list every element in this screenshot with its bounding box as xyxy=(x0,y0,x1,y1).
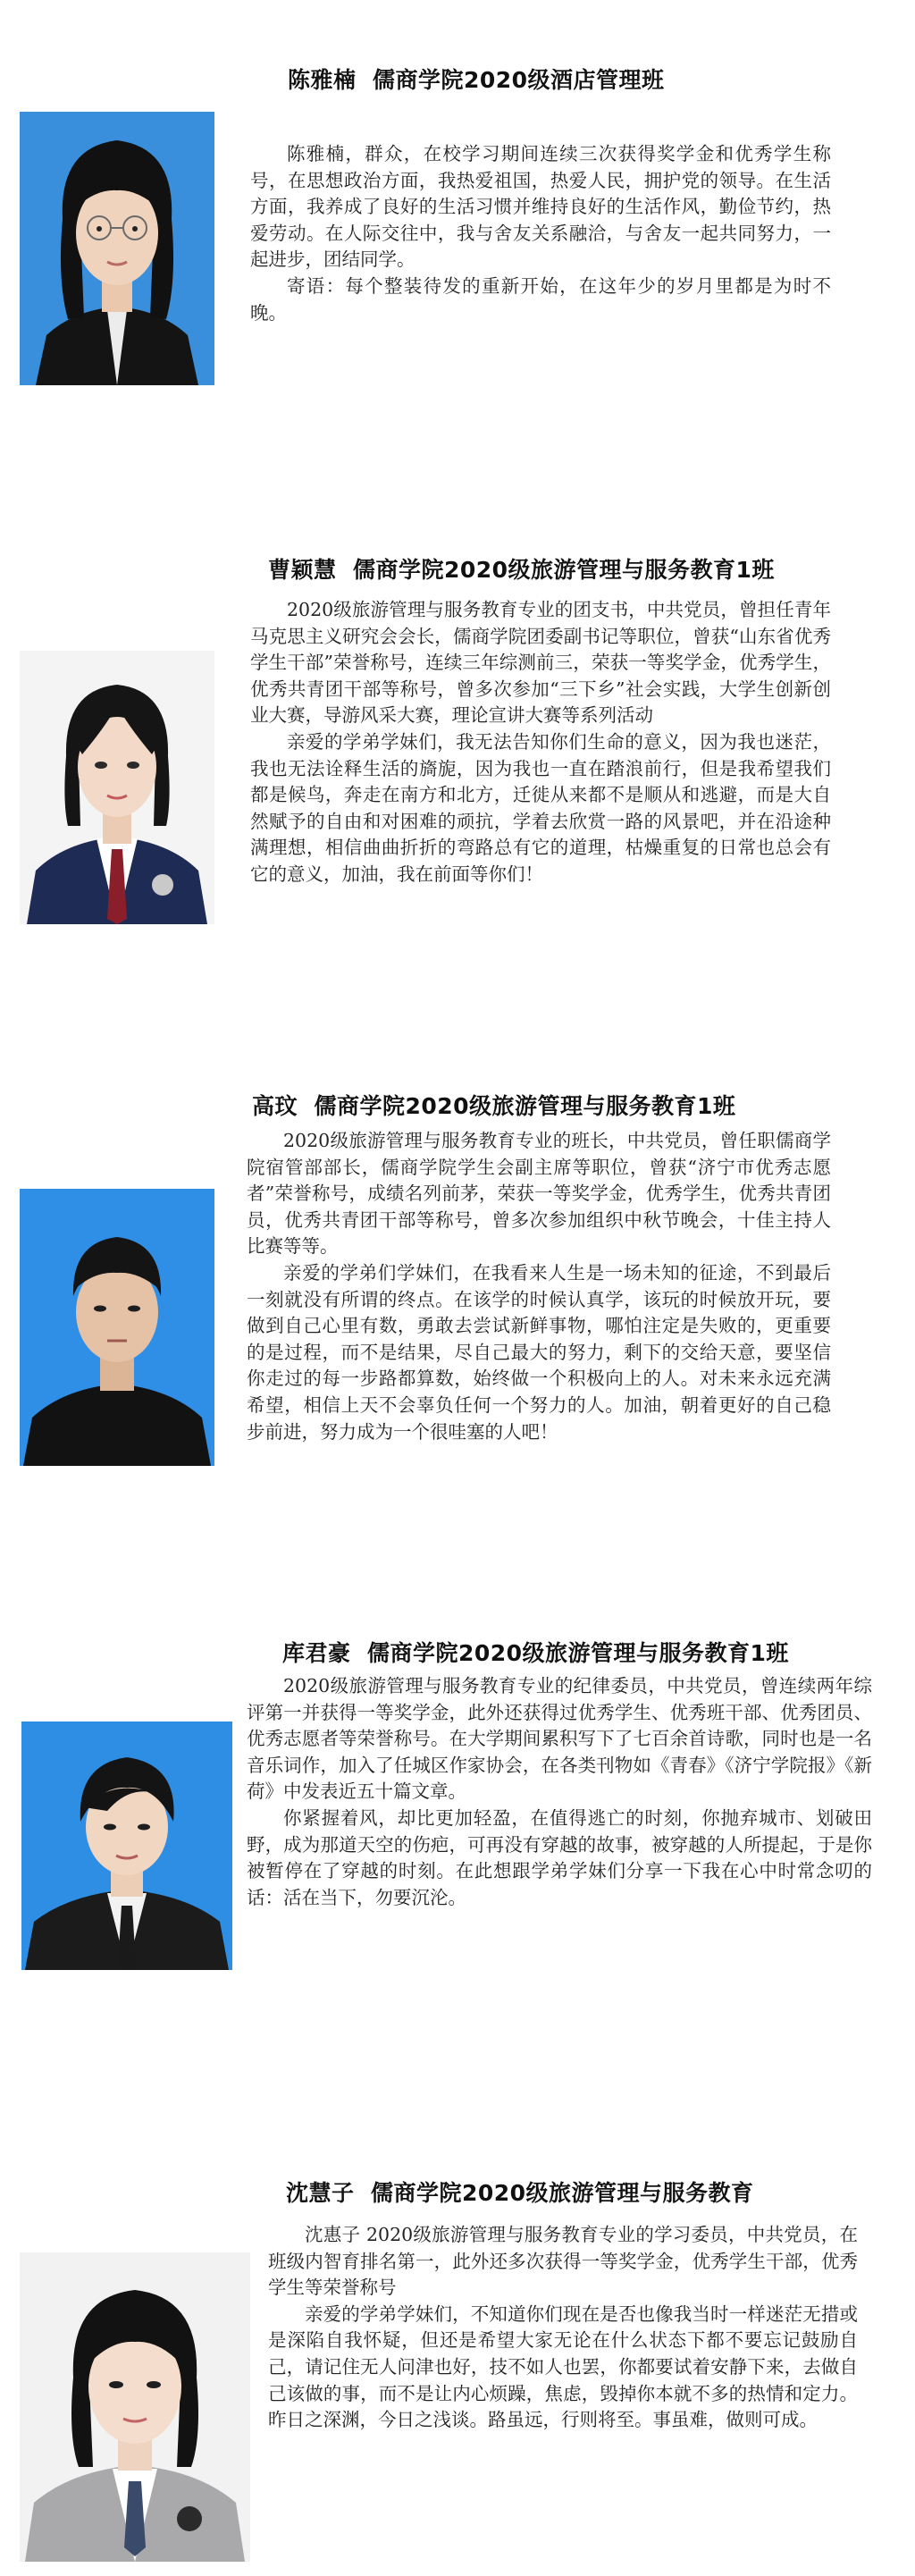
profile-photo xyxy=(20,2252,250,2562)
profile-name: 高玟 xyxy=(252,1093,298,1119)
profile-class: 儒商学院2020级旅游管理与服务教育1班 xyxy=(366,1640,789,1666)
profile-heading xyxy=(286,2176,754,2208)
profile-class: 儒商学院2020级旅游管理与服务教育 xyxy=(370,2180,754,2206)
bio-paragraph: 2020级旅游管理与服务教育专业的班长，中共党员，曾任职儒商学院宿管部部长，儒商学院学生会副主席等职位，曾获“济宁市优秀志愿者”荣誉称号，成绩名列前茅，荣获一等奖学金，优秀学生，优秀共青团员，优秀共青团干部等称号，曾多次参加组织中秋节晚会，十佳主持人比赛等等。 xyxy=(247,1130,831,1258)
profile-class: 儒商学院2020级酒店管理班 xyxy=(372,67,665,93)
bio-paragraph: 陈雅楠，群众，在校学习期间连续三次获得奖学金和优秀学生称号，在思想政治方面，我热爱祖国，热爱人民，拥护党的领导。在生活方面，我养成了良好的生活习惯并维持良好的生活作风，勤俭节约，热爱劳动。在人际交往中，我与舍友关系融洽，与舍友一起共同努力，一起进步，团结同学。 xyxy=(250,143,831,271)
bio-paragraph: 2020级旅游管理与服务教育专业的纪律委员，中共党员，曾连续两年综评第一并获得一等奖学金，此外还获得过优秀学生、优秀班干部、优秀团员、优秀志愿者等荣誉称号。在大学期间累积写下了七百余首诗歌，同时也是一名音乐词作，加入了任城区作家协会，在各类刊物如《青春》《济宁学院报》《新荷》中发表近五十篇文章。 xyxy=(247,1675,872,1803)
bio-paragraph: 沈惠子 2020级旅游管理与服务教育专业的学习委员，中共党员，在班级内智育排名第一，此外还多次获得一等奖学金，优秀学生干部，优秀学生等荣誉称号 xyxy=(268,2224,858,2299)
bio-paragraph: 亲爱的学弟学妹们，不知道你们现在是否也像我当时一样迷茫无措或是深陷自我怀疑，但还是希望大家无论在什么状态下都不要忘记鼓励自己，请记住无人问津也好，技不如人也罢，你都要试着安静下来，去做自己该做的事，而不是让内心烦躁，焦虑，毁掉你本就不多的热情和定力。昨日之深渊，今日之浅谈。路虽远，行则将至。事虽难，做则可成。 xyxy=(268,2302,858,2431)
profile-class: 儒商学院2020级旅游管理与服务教育1班 xyxy=(314,1093,736,1119)
profile-name: 曹颖慧 xyxy=(268,557,337,583)
bio-paragraph: 你紧握着风，却比更加轻盈，在值得逃亡的时刻，你抛弃城市、划破田野，成为那道天空的伤疤，可再没有穿越的故事，被穿越的人所提起，于是你被暂停在了穿越的时刻。在此想跟学弟学妹们分享一下我在心中时常念叨的话：活在当下，勿要沉沦。 xyxy=(247,1806,872,1908)
bio-paragraph: 2020级旅游管理与服务教育专业的团支书，中共党员，曾担任青年马克思主义研究会会长，儒商学院团委副书记等职位，曾获“山东省优秀学生干部”荣誉称号，连续三年综测前三，荣获一等奖学金，优秀学生，优秀共青团干部等称号，曾多次参加“三下乡”社会实践，大学生创新创业大赛，导游风采大赛，理论宣讲大赛等系列活动 xyxy=(250,599,831,727)
bio-paragraph: 亲爱的学弟学妹们，我无法告知你们生命的意义，因为我也迷茫，我也无法诠释生活的旖旎，因为我也一直在踏浪前行，但是我希望我们都是候鸟，奔走在南方和北方，迁徙从来都不是顺从和逃避，而是大自然赋予的自由和对困难的顽抗，学着去欣赏一路的风景吧，并在沿途种满理想，相信曲曲折折的弯路总有它的道理，枯燥重复的日常也总会有它的意义，加油，我在前面等你们！ xyxy=(250,730,831,885)
profile-name: 沈慧子 xyxy=(286,2180,355,2206)
bio-paragraph: 寄语：每个整装待发的重新开始，在这年少的岁月里都是为时不晚。 xyxy=(250,274,831,324)
profile-class: 儒商学院2020级旅游管理与服务教育1班 xyxy=(352,557,775,583)
bio-paragraph: 亲爱的学弟们学妹们，在我看来人生是一场未知的征途，不到最后一刻就没有所谓的终点。在该学的时候认真学，该玩的时候放开玩，要做到自己心里有数，勇敢去尝试新鲜事物，哪怕注定是失败的，更重要的是过程，而不是结果，尽自己最大的努力，剩下的交给天意，要坚信你走过的每一步路都算数，始终做一个积极向上的人。对未来永远充满希望，相信上天不会辜负任何一个努力的人。加油，朝着更好的自己稳步前进，努力成为一个很哇塞的人吧！ xyxy=(247,1261,831,1443)
profile-bio xyxy=(268,2222,858,2434)
profile-name: 陈雅楠 xyxy=(288,67,357,93)
profile-name: 库君豪 xyxy=(282,1640,351,1666)
